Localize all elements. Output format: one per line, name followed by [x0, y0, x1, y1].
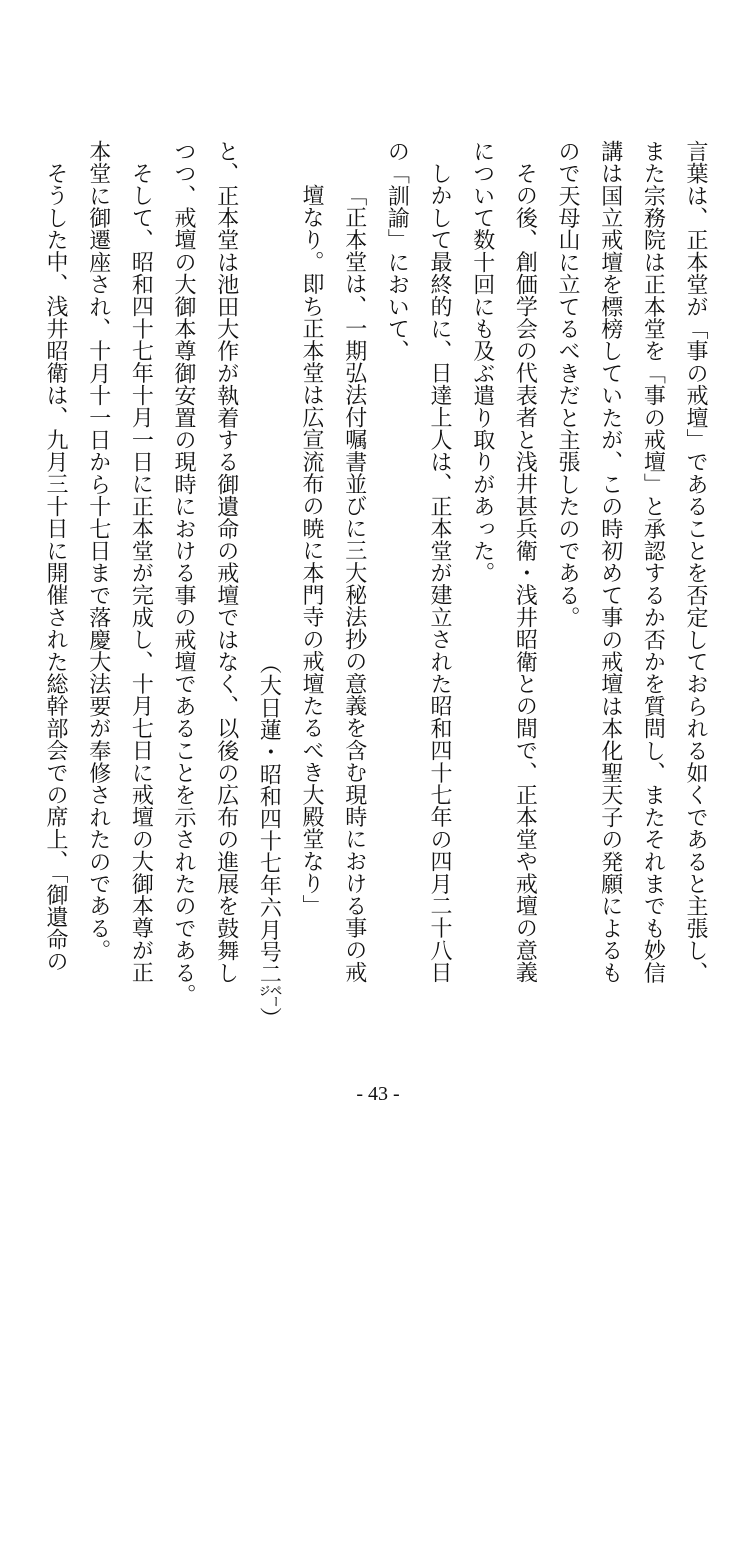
text-column: 本堂に御遷座され、十月十一日から十七日まで落慶大法要が奉修されたのである。	[85, 140, 111, 962]
text-column: ので天母山に立てるべきだと主張したのである。	[555, 140, 580, 629]
quote-column: 「正本堂は、一期弘法付嘱書並びに三大秘法抄の意義を含む現時における事の戒	[341, 184, 367, 984]
page-number: - 43 -	[356, 1083, 400, 1105]
text-column: そうした中、浅井昭衛は、九月三十日に開催された総幹部会での席上、「御遺命の	[43, 162, 68, 973]
text-column: また宗務院は正本堂を「事の戒壇」と承認するか否かを質問し、またそれまでも妙信	[640, 140, 666, 984]
text-column: と、正本堂は池田大作が執着する御遺命の戒壇ではなく、以後の広布の進展を鼓舞し	[213, 140, 239, 984]
text-column: 講は国立戒壇を標榜していたが、この時初めて事の戒壇は本化聖天子の発願によるも	[597, 140, 623, 984]
text-column: そして、昭和四十七年十月一日に正本堂が完成し、十月七日に戒壇の大御本尊が正	[128, 162, 154, 984]
text-column: その後、創価学会の代表者と浅井甚兵衛・浅井昭衛との間で、正本堂や戒壇の意義	[512, 162, 538, 984]
text-column: つつ、戒壇の大御本尊御安置の現時における事の戒壇であることを示されたのである。	[171, 140, 196, 1006]
text-column: 言葉は、正本堂が「事の戒壇」であることを否定しておられる如くであると主張し、	[683, 140, 708, 984]
quote-column: 壇なり。即ち正本堂は広宣流布の暁に本門寺の戒壇たるべき大殿堂なり」	[299, 184, 324, 917]
text-column: の「訓諭」において、	[384, 140, 410, 362]
citation-column: （大日蓮・昭和四十七年六月号二㌻）	[256, 652, 282, 1030]
vertical-text-body	[32, 140, 712, 1040]
text-column: について数十回にも及ぶ遣り取りがあった。	[469, 140, 495, 584]
text-column: しかして最終的に、日達上人は、正本堂が建立された昭和四十七年の四月二十八日	[427, 162, 452, 984]
